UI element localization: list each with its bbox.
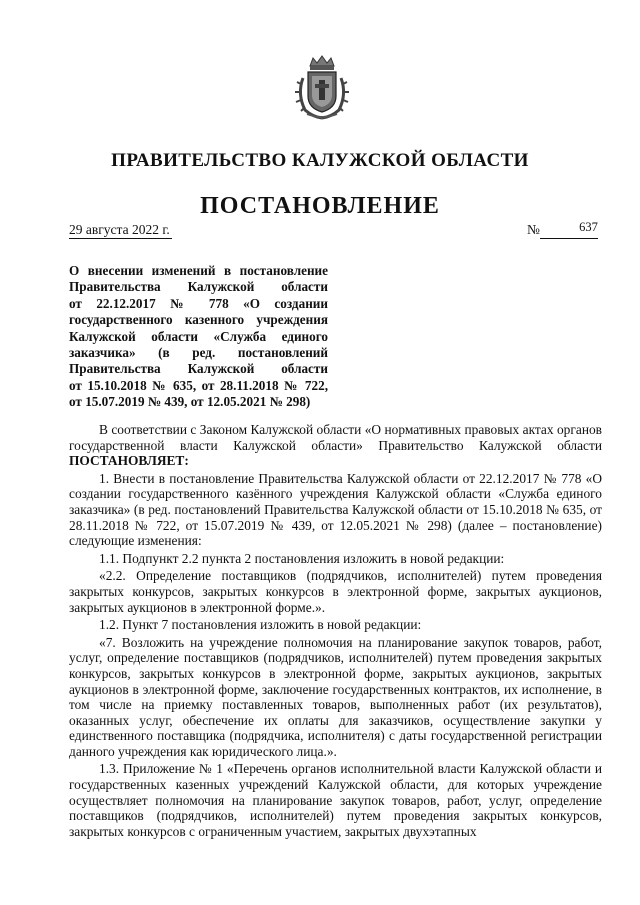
heading-line: от 22.12.2017 № 778 «О создании xyxy=(69,295,328,311)
heading-line: Правительства Калужской области xyxy=(69,361,328,377)
paragraph-1-1: 1.1. Подпункт 2.2 пункта 2 постановления изложить в новой редакции: xyxy=(99,550,505,566)
heading-line: Правительства Калужской области xyxy=(69,279,328,295)
paragraph-1-2-text: «7. Возложить на учреждение полномочия на планирование закупок товаров, работ, услуг, определение поставщиков (подрядчиков, исполнителей) путем проведения закрытых конкурсов, закрытых конкурсов в электронной форме, закрытых аукционов, закрытых аукционов в электронной форме, заключение государственных контрактов, их исполнение, в том числе на приемку поставленных товаров, выполненных работ (их результатов), оказанных услуг, обеспечение их оплаты для заказчиков, осуществление закупки у единственного поставщика (подрядчика, исполнителя) с даты государственной регистрации данного учреждения как юридического лица.». xyxy=(69,634,602,759)
number-underline xyxy=(540,222,598,239)
paragraph-1: 1. Внести в постановление Правительства Калужской области от 22.12.2017 № 778 «О создании государственного казённого учреждения Калужской области «Служба единого заказчика» (в ред. постановлений Правительства Калужской области от 15.10.2018 № 635, от 28.11.2018 № 722, от 15.07.2019 № 439, от 12.05.2021 № 298) (далее – постановление) следующие изменения: xyxy=(69,470,602,549)
heading-line: от 15.07.2019 № 439, от 12.05.2021 № 298) xyxy=(69,394,311,410)
paragraph-1-2: 1.2. Пункт 7 постановления изложить в новой редакции: xyxy=(99,617,422,633)
heading-line: О внесении изменений в постановление xyxy=(69,263,328,278)
heading-line: Калужской области «Служба единого xyxy=(69,328,328,344)
document-type-title: ПОСТАНОВЛЕНИЕ xyxy=(200,193,440,219)
intro-paragraph xyxy=(69,422,602,469)
coat-of-arms-icon xyxy=(293,54,351,120)
heading-line: государственного казенного учреждения xyxy=(69,312,328,328)
document-body xyxy=(69,422,602,841)
government-title: ПРАВИТЕЛЬСТВО КАЛУЖСКОЙ ОБЛАСТИ xyxy=(111,150,529,171)
document-heading xyxy=(69,263,328,411)
document-number xyxy=(527,222,598,239)
intro-text: В соответствии с Законом Калужской области «О нормативных правовых актах органов государственной власти Калужской области» Правительство Калужской области xyxy=(69,422,602,453)
document-date: 29 августа 2022 г. xyxy=(69,222,170,237)
resolves-keyword: ПОСТАНОВЛЯЕТ: xyxy=(69,453,189,469)
number-value: 637 xyxy=(579,220,598,234)
heading-line: от 15.10.2018 № 635, от 28.11.2018 № 722, xyxy=(69,377,328,393)
heading-line: заказчика» (в ред. постановлений xyxy=(69,345,328,361)
paragraph-1-1-text: «2.2. Определение поставщиков (подрядчиков, исполнителей) путем проведения закрытых конкурсов, закрытых конкурсов в электронной форме, закрытых аукционов, закрытых аукционов в электронной форме.». xyxy=(69,568,602,615)
number-label: № xyxy=(527,222,540,237)
paragraph-1-3: 1.3. Приложение № 1 «Перечень органов исполнительной власти Калужской области и государственных казенных учреждений Калужской области, для которых учреждение осуществляет полномочия на планирование закупок товаров, работ, услуг, определение поставщиков (подрядчиков, исполнителей) путем проведения закрытых конкурсов, закрытых конкурсов с ограниченным участием, закрытых двухэтапных xyxy=(69,761,602,839)
